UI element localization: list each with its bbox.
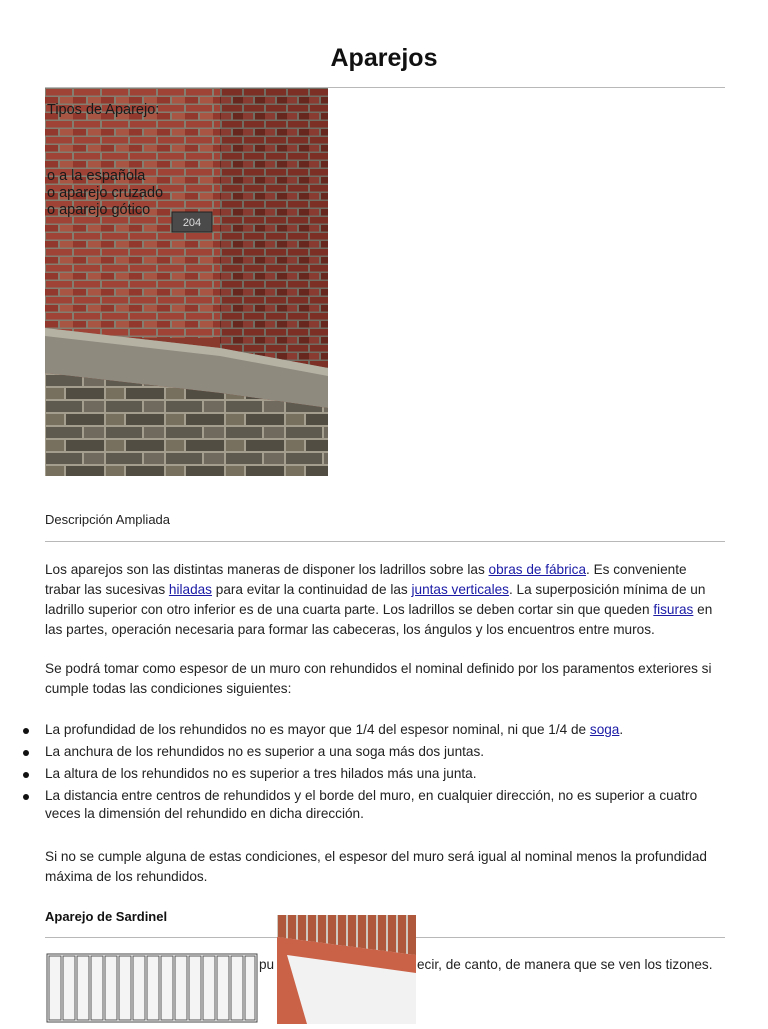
link-soga[interactable]: soga [589, 722, 620, 737]
closing-paragraph: Si no se cumple alguna de estas condiciones, el espesor del muro será igual al nominal menos la profundidad máxima de los rehundidos. [45, 849, 707, 884]
sardinel-heading: Aparejo de Sardinel [45, 909, 168, 924]
text: en las partes, operación necesaria para formar las cabeceras, los ángulos y los encuentros entre muros. [45, 602, 713, 637]
list-item: La altura de los rehundidos no es superior a tres hilados más una junta. [45, 765, 725, 783]
list-item: La anchura de los rehundidos no es superior a una soga más dos juntas. [45, 743, 725, 761]
text: Los aparejos son las distintas maneras de disponer los ladrillos sobre las [45, 562, 489, 577]
text: . La superposición mínima de un ladrillo superior con otro inferior es de una cuarta parte. Los ladrillos se deben cortar sin que queden [45, 582, 706, 617]
aparejo-types-heading: Tipos de Aparejo: [47, 102, 160, 118]
text: La profundidad de los rehundidos no es mayor que 1/4 del espesor nominal, ni que 1/4 de [45, 722, 590, 737]
conditions-list [45, 721, 725, 827]
aparejo-type-item: o a la española [47, 168, 146, 184]
link-hiladas[interactable]: hiladas [168, 582, 212, 597]
list-item [45, 721, 725, 739]
brick-wall-photo [45, 88, 328, 476]
expanded-description-caption: Descripción Ampliada [45, 512, 171, 527]
aparejo-type-item: o aparejo cruzado [47, 185, 164, 201]
intro-paragraph [45, 560, 725, 640]
list-item: La distancia entre centros de rehundidos y el borde del muro, en cualquier dirección, no es superior a cuatro veces la dimensión del rehundido en dicha dirección. [45, 787, 725, 823]
text: . [619, 722, 624, 737]
link-juntas-verticales[interactable]: juntas verticales [411, 582, 509, 597]
sardinel-diagram [45, 952, 259, 1024]
page-title: Aparejos [330, 44, 438, 72]
aparejo-type-item: o aparejo gótico [47, 202, 151, 218]
text: para evitar la continuidad de las [211, 582, 412, 597]
conditions-intro-paragraph: Se podrá tomar como espesor de un muro con rehundidos el nominal definido por los paramentos exteriores si cumple todas las condiciones siguientes: [45, 661, 712, 696]
link-fisuras[interactable]: fisuras [653, 602, 694, 617]
caption-divider [45, 541, 725, 542]
link-obras-de-fabrica[interactable]: obras de fábrica [488, 562, 587, 577]
sardinel-photo [277, 915, 416, 1024]
sardinel-text-right: ecir, de canto, de manera que se ven los tizones. [417, 957, 713, 972]
sardinel-text-left: pu [259, 957, 275, 972]
text: . Es conveniente trabar las sucesivas [45, 562, 687, 597]
plaque-number: 204 [182, 217, 202, 229]
